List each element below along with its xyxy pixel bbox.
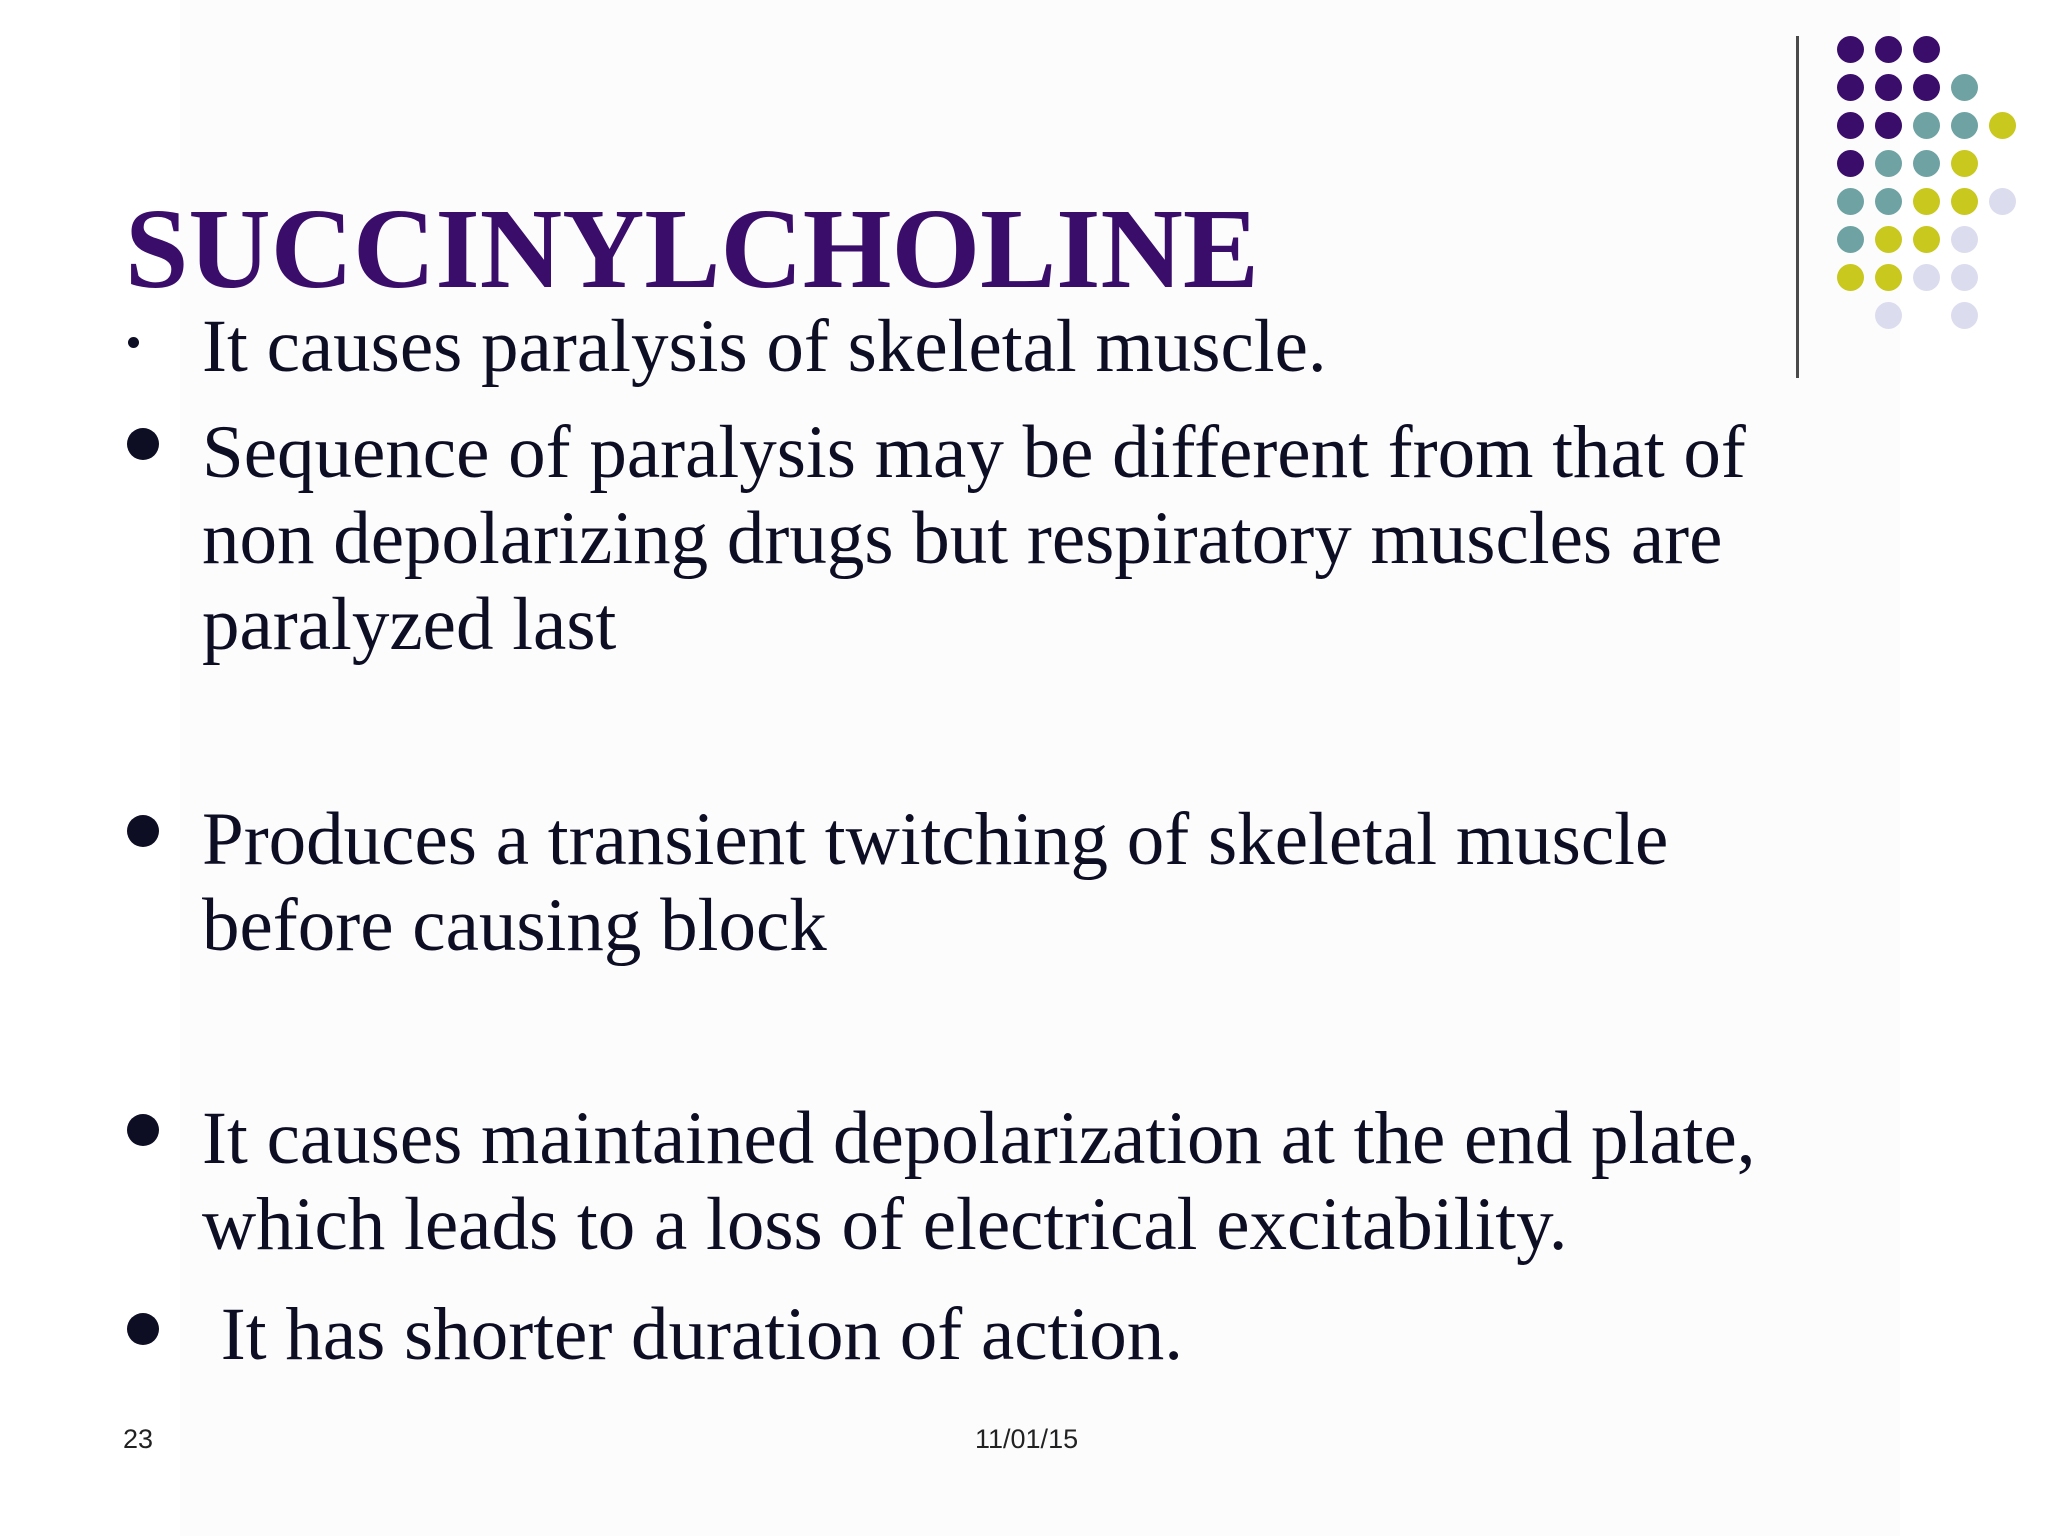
slide-title: SUCCINYLCHOLINE [125, 185, 1259, 312]
bullet-line: It has shorter duration of action. [202, 1293, 1183, 1376]
bullet-line: non depolarizing drugs but respiratory muscles are [202, 497, 1723, 580]
bullet-dot-icon [128, 337, 139, 348]
bullet-dot-icon [127, 428, 159, 460]
bullet-dot-icon [127, 815, 159, 847]
bullet-line: It causes maintained depolarization at the end plate, [202, 1097, 1756, 1180]
bullet-dot-icon [127, 1313, 159, 1345]
bullet-line: Produces a transient twitching of skeletal muscle [202, 798, 1669, 881]
bullet-line: It causes paralysis of skeletal muscle. [202, 305, 1327, 388]
bullet-line: Sequence of paralysis may be different from that of [202, 411, 1746, 494]
bullet-line: which leads to a loss of electrical excitability. [202, 1183, 1568, 1266]
slide-number: 23 [123, 1424, 154, 1454]
bullet-line: before causing block [202, 884, 827, 967]
slide-date: 11/01/15 [975, 1424, 1079, 1454]
bullet-dot-icon [127, 1114, 159, 1146]
bullet-line: paralyzed last [202, 583, 617, 666]
